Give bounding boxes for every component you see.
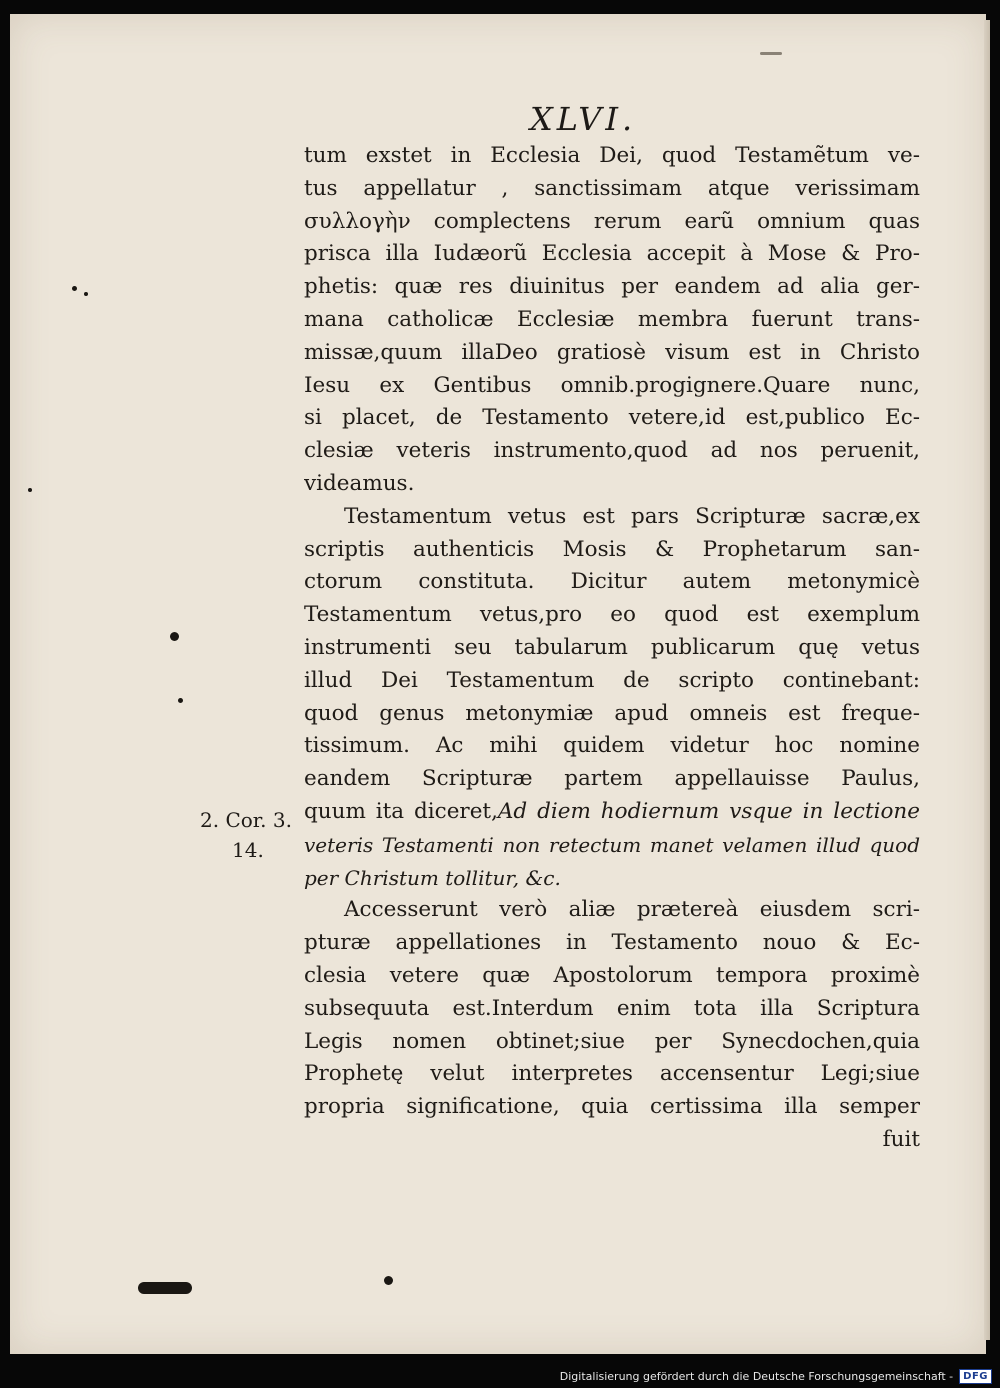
text-line: videamus. xyxy=(304,470,415,496)
text-line: Accesserunt verò aliæ prætereà eiusdem scri- xyxy=(344,897,920,923)
catchword: fuit xyxy=(882,1126,920,1152)
text-segment: quum ita diceret, xyxy=(304,798,498,824)
text-line: si placet, de Testamento vetere,id est,publico Ec- xyxy=(304,405,920,431)
text-line: quod genus metonymiæ apud omneis est freque- xyxy=(304,700,920,726)
quote-line: veteris Testamenti non retectum manet velamen illud quod xyxy=(304,832,920,857)
text-line: tum exstet in Ecclesia Dei, quod Testamẽtum ve- xyxy=(304,143,920,168)
scan-speck xyxy=(170,632,179,641)
scan-speck xyxy=(178,698,183,703)
text-line: pturæ appellationes in Testamento nouo & Ec- xyxy=(304,930,920,956)
text-line: ctorum constituta. Dicitur autem metonymicè xyxy=(304,569,920,595)
text-line: propria significatione, quia certissima illa semper xyxy=(304,1094,920,1120)
dfg-logo-icon: DFG xyxy=(959,1369,992,1384)
digitization-footer xyxy=(560,1369,992,1384)
text-line: clesia vetere quæ Apostolorum tempora proximè xyxy=(304,962,920,988)
text-line: illud Dei Testamentum de scripto continebant: xyxy=(304,667,920,693)
ink-blot xyxy=(138,1282,192,1294)
text-line: mana catholicæ Ecclesiæ membra fuerunt trans- xyxy=(304,306,920,332)
footer-text: Digitalisierung gefördert durch die Deutsche Forschungsgemeinschaft - xyxy=(559,1370,954,1383)
scan-speck xyxy=(384,1276,393,1285)
text-line: phetis: quæ res diuinitus per eandem ad alia ger- xyxy=(304,274,920,300)
text-line: συλλογὴν complectens rerum earũ omnium quas xyxy=(304,208,920,234)
page-mark xyxy=(760,52,782,55)
text-line: prisca illa Iudæorũ Ecclesia accepit à Mose & Pro- xyxy=(304,241,920,267)
scan-speck xyxy=(72,286,77,291)
quote-line: per Christum tollitur, &c. xyxy=(304,865,561,890)
scan-speck xyxy=(28,488,32,492)
text-line: tus appellatur , sanctissimam atque verissimam xyxy=(304,175,920,201)
text-line-with-quote xyxy=(304,796,920,829)
text-line: tissimum. Ac mihi quidem videtur hoc nomine xyxy=(304,733,920,759)
page-edge xyxy=(984,20,990,1340)
body-text xyxy=(304,140,920,1157)
margin-reference-cont: 14. xyxy=(232,838,264,862)
text-line: Prophetę velut interpretes accensentur Legi;siue xyxy=(304,1061,920,1087)
text-line: scriptis authenticis Mosis & Prophetarum san- xyxy=(304,536,920,562)
quote-segment: Ad diem hodiernum vsque in lectione xyxy=(497,798,920,824)
scan-speck xyxy=(84,292,88,296)
text-line: Iesu ex Gentibus omnib.progignere.Quare nunc, xyxy=(304,372,920,398)
text-line: subsequuta est.Interdum enim tota illa Scriptura xyxy=(304,995,920,1021)
text-line: clesiæ veteris instrumento,quod ad nos peruenit, xyxy=(304,438,920,464)
text-line: Testamentum vetus est pars Scripturæ sacræ,ex xyxy=(344,503,920,529)
running-head: XLVI. xyxy=(530,100,637,138)
text-line: instrumenti seu tabularum publicarum quę vetus xyxy=(304,634,920,660)
margin-reference: 2. Cor. 3. xyxy=(200,808,292,832)
text-line: Testamentum vetus,pro eo quod est exemplum xyxy=(304,602,920,628)
text-line: Legis nomen obtinet;siue per Synecdochen,quia xyxy=(304,1028,920,1054)
text-line: eandem Scripturæ partem appellauisse Paulus, xyxy=(304,766,920,792)
text-line: missæ,quum illaDeo gratiosè visum est in Christo xyxy=(304,339,920,365)
